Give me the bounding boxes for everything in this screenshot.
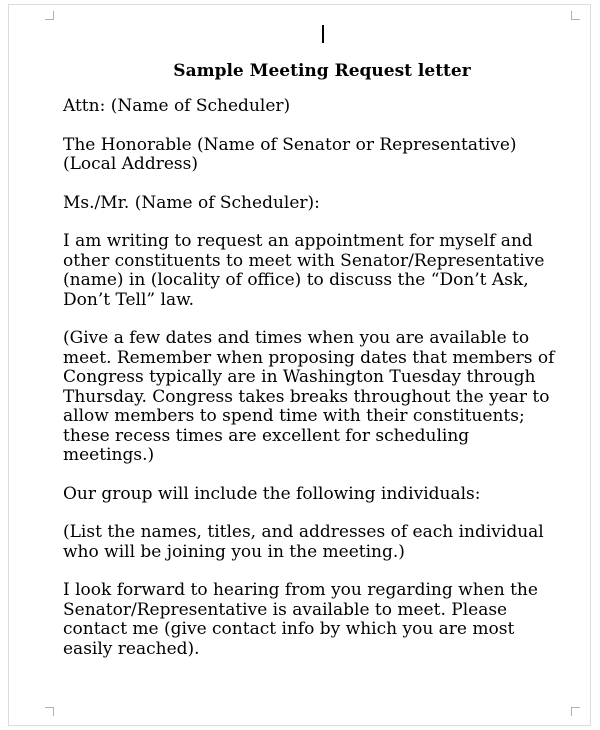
attn-line: Attn: (Name of Scheduler) xyxy=(63,96,291,116)
letter-title: Sample Meeting Request letter xyxy=(173,61,471,81)
body-paragraph: Our group will include the following individuals: xyxy=(63,483,481,504)
recipient-address: The Honorable (Name of Senator or Representative) (Local Address) xyxy=(63,134,517,174)
margin-corner-top-right xyxy=(571,11,580,20)
margin-corner-bottom-left xyxy=(45,707,54,716)
body-paragraph: (Give a few dates and times when you are available to meet. Remember when proposing dates that members of Congress typically are in Washington Tuesday through Thursday. Congress takes breaks throughout the year to allow members to spend time with their constituents; these recess times are excellent for scheduling meetings.) xyxy=(63,328,555,465)
margin-corner-bottom-right xyxy=(571,707,580,716)
text-cursor xyxy=(322,25,324,43)
margin-corner-top-left xyxy=(45,11,54,20)
document-page[interactable] xyxy=(8,4,591,726)
closing-paragraph: I look forward to hearing from you regarding when the Senator/Representative is available to meet. Please contact me (give contact info by which you are most easily reached). xyxy=(63,580,538,659)
letter-body[interactable] xyxy=(63,61,583,678)
body-paragraph: (List the names, titles, and addresses of each individual who will be joining you in the meeting.) xyxy=(63,522,544,562)
body-paragraph: I am writing to request an appointment for myself and other constituents to meet with Senator/Representative (name) in (locality of office) to discuss the “Don’t Ask, Don’t Tell” law. xyxy=(63,231,545,310)
salutation: Ms./Mr. (Name of Scheduler): xyxy=(63,192,320,213)
